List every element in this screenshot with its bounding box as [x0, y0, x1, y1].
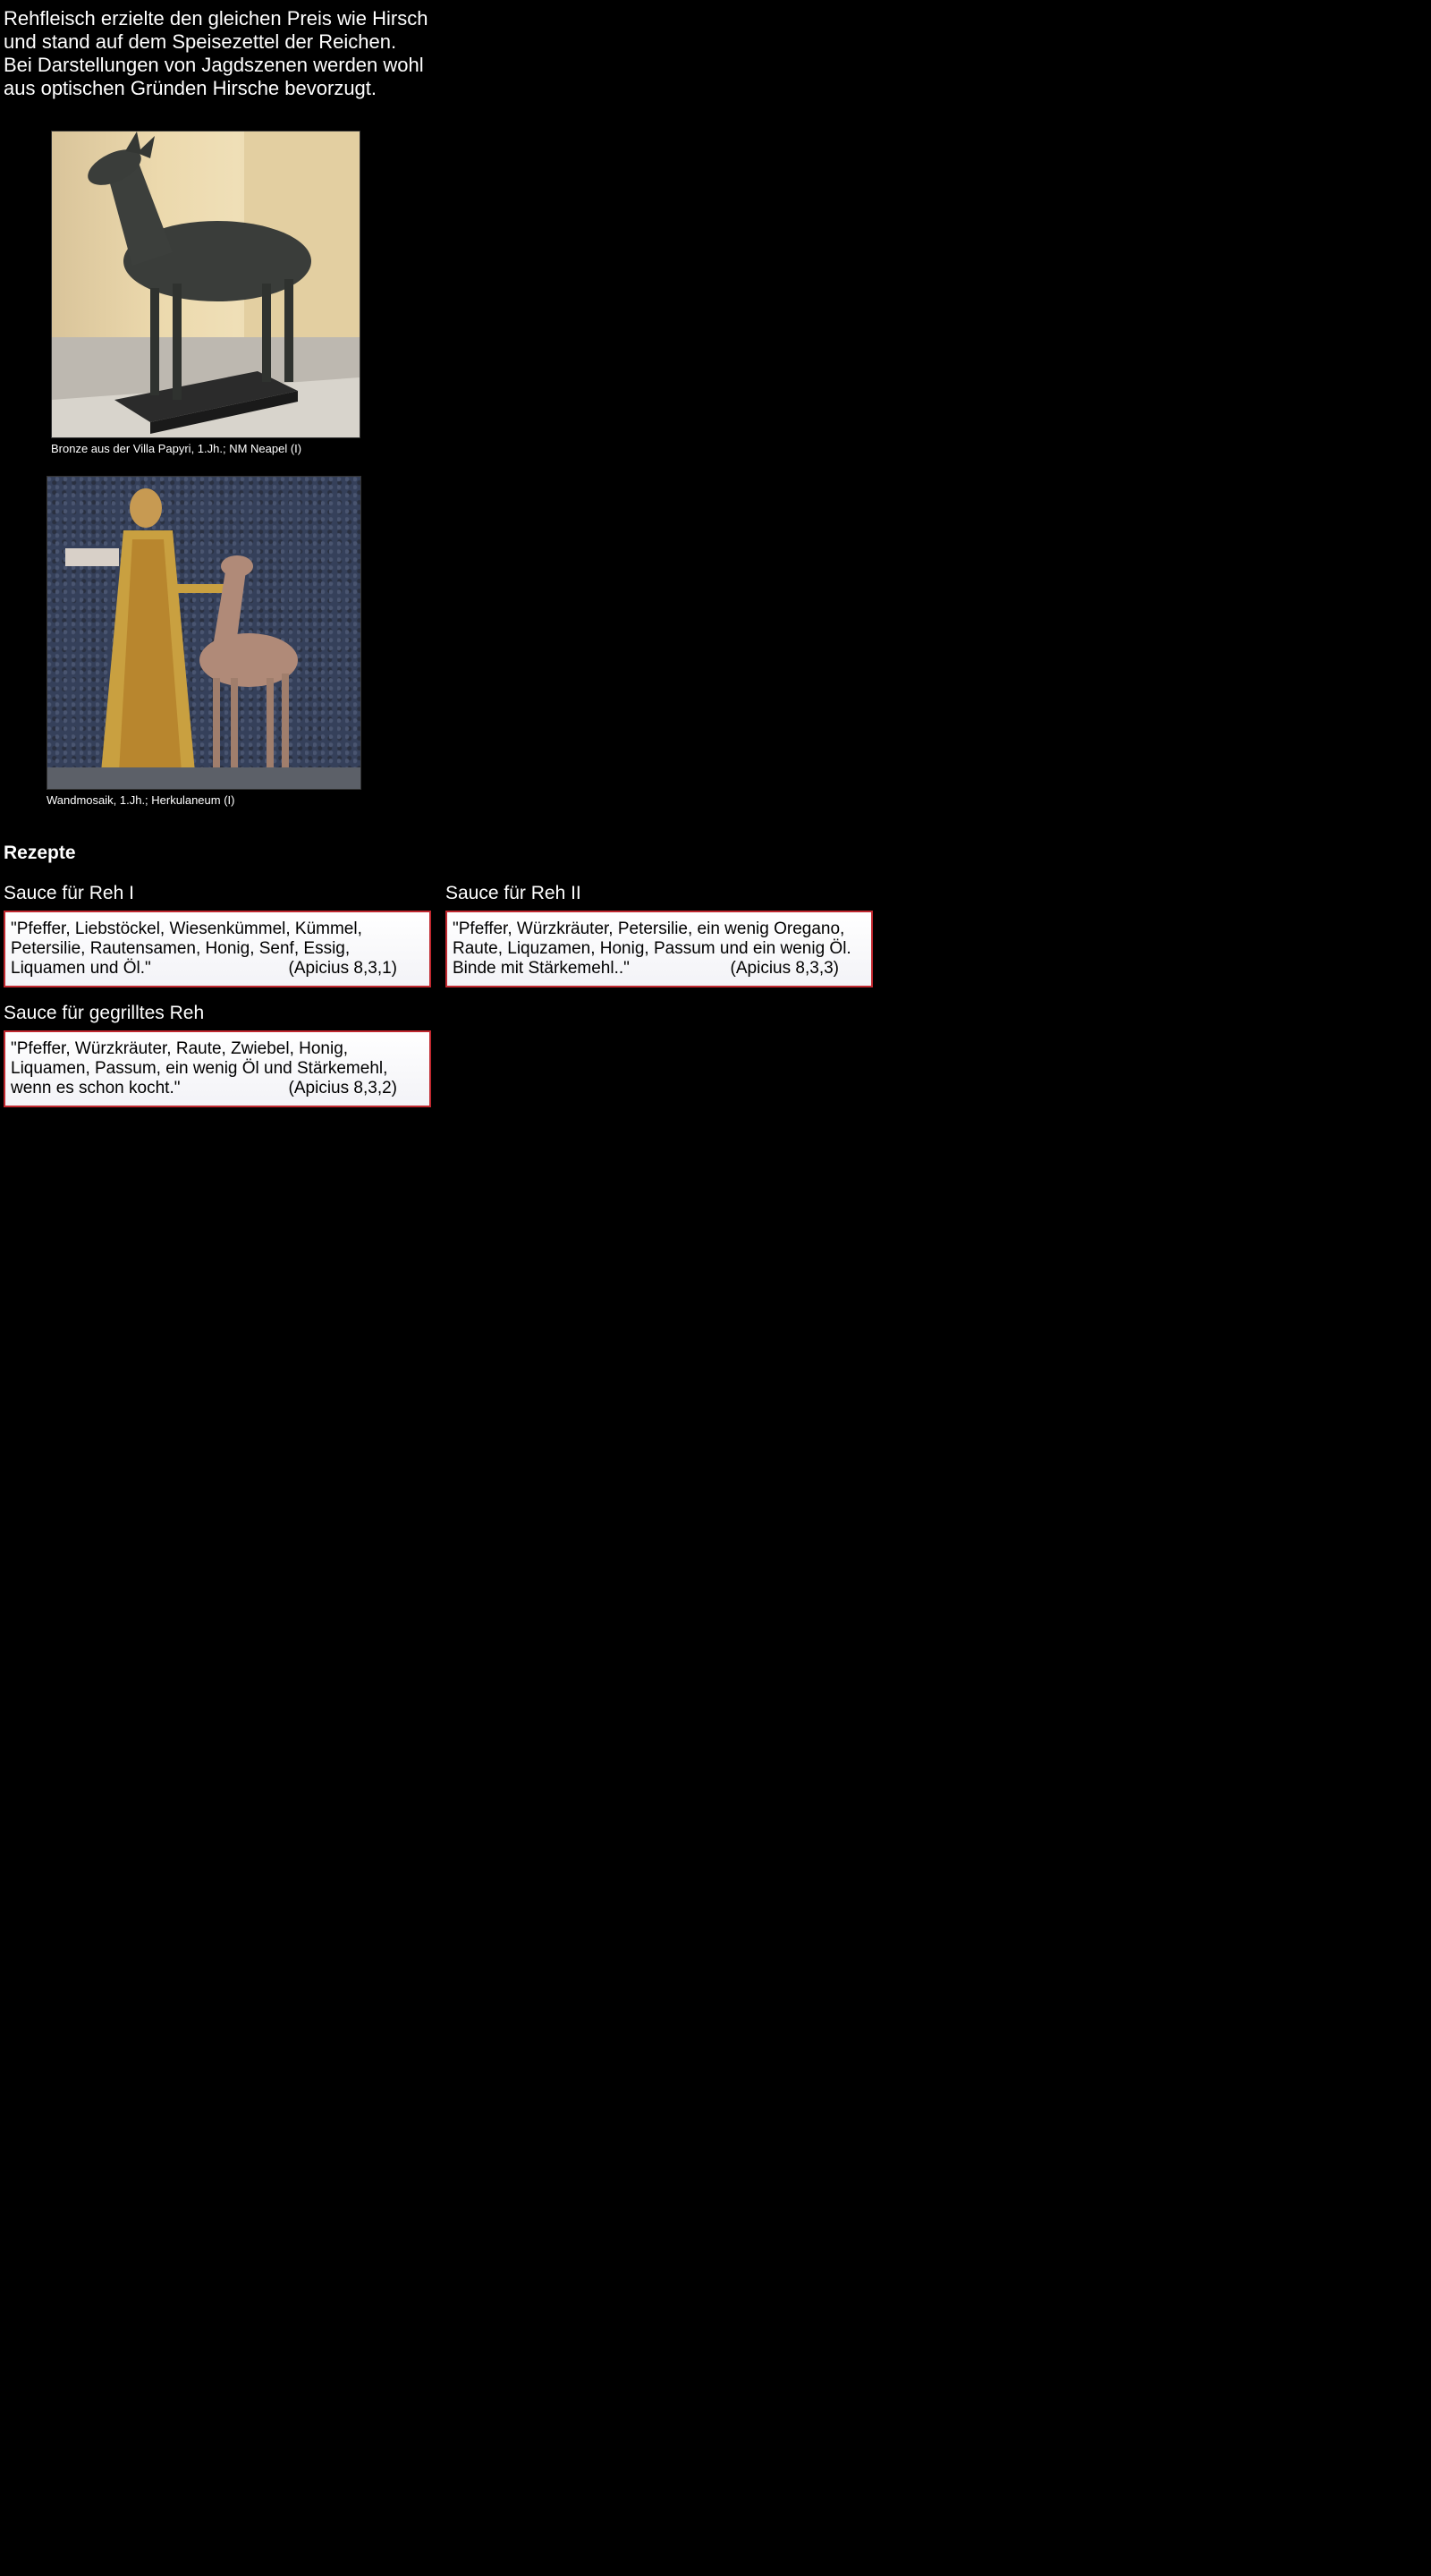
recipe-box [4, 911, 431, 987]
figure-caption: Wandmosaik, 1.Jh.; Herkulaneum (I) [47, 793, 235, 807]
recipe-card [4, 1002, 431, 1107]
recipe-text: "Pfeffer, Würzkräuter, Petersilie, ein wenig Oregano, Raute, Liquzamen, Honig, Passum und ein wenig Öl. Binde mit Stärkemehl.." [453, 919, 851, 978]
deer-statue-icon [52, 131, 360, 437]
recipe-card [4, 882, 431, 987]
recipe-title: Sauce für gegrilltes Reh [4, 1003, 205, 1023]
intro-line: und stand auf dem Speisezettel der Reichen. [4, 30, 397, 53]
intro-line: aus optischen Gründen Hirsche bevorzugt. [4, 77, 377, 99]
recipes-heading: Rezepte [4, 843, 76, 863]
mosaic-deer-figure [47, 476, 361, 808]
bronze-deer-figure [51, 131, 360, 456]
intro-text [4, 7, 433, 100]
recipe-box [4, 1030, 431, 1107]
recipe-source: (Apicius 8,3,1) [288, 959, 397, 978]
recipe-card [445, 882, 873, 987]
recipe-box [445, 911, 873, 987]
recipe-title: Sauce für Reh I [4, 883, 134, 903]
bronze-deer-image [51, 131, 360, 438]
intro-line: Rehfleisch erzielte den gleichen Preis wie Hirsch [4, 7, 428, 30]
intro-line: Bei Darstellungen von Jagdszenen werden wohl [4, 54, 424, 76]
recipe-title: Sauce für Reh II [445, 883, 581, 903]
mosaic-woman-deer-icon [47, 477, 360, 789]
recipe-text: "Pfeffer, Liebstöckel, Wiesenkümmel, Kümmel, Petersilie, Rautensamen, Honig, Senf, Essig, Liquamen und Öl." [11, 919, 362, 978]
mosaic-deer-image [47, 476, 361, 790]
recipe-source: (Apicius 8,3,2) [288, 1079, 397, 1097]
recipe-source: (Apicius 8,3,3) [730, 959, 839, 978]
figure-caption: Bronze aus der Villa Papyri, 1.Jh.; NM Neapel (I) [51, 442, 302, 455]
recipe-text: "Pfeffer, Würzkräuter, Raute, Zwiebel, Honig, Liquamen, Passum, ein wenig Öl und Stärkemehl, wenn es schon kocht." [11, 1039, 388, 1097]
